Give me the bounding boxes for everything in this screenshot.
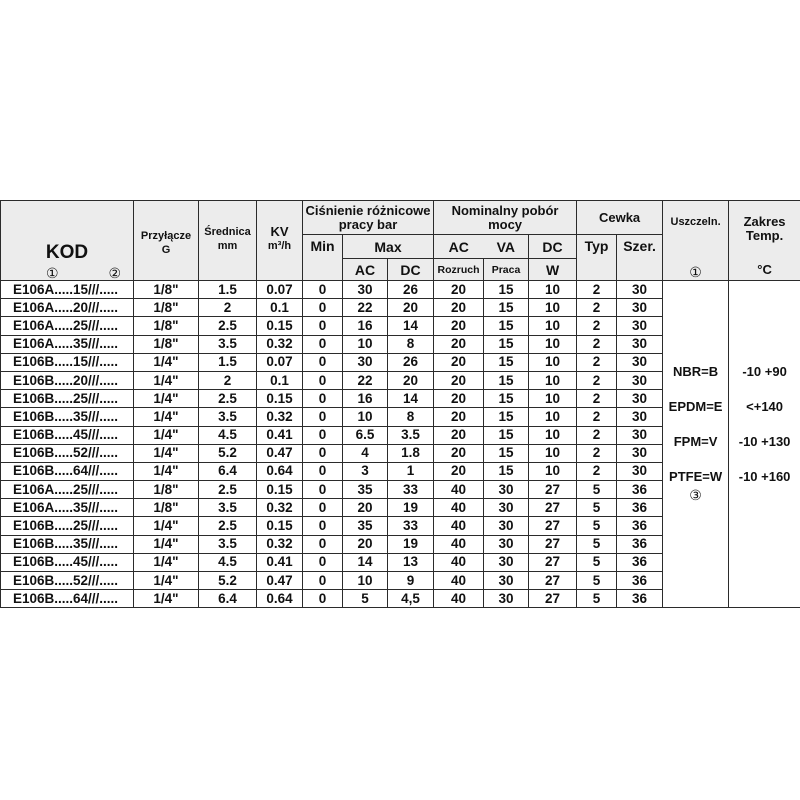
cell-va-praca: 15 bbox=[484, 444, 529, 462]
cell-va-praca: 30 bbox=[484, 499, 529, 517]
cell-dc-w: 10 bbox=[529, 281, 577, 299]
kv-unit: m³/h bbox=[267, 240, 292, 252]
cell-ac-rozruch: 20 bbox=[434, 444, 484, 462]
cell-code: E106B.....15///..... bbox=[1, 353, 134, 371]
cell-dc-w: 27 bbox=[529, 499, 577, 517]
cell-kv: 0.1 bbox=[257, 371, 303, 389]
cell-max-ac: 5 bbox=[343, 590, 388, 608]
cell-dc-w: 10 bbox=[529, 444, 577, 462]
cell-max-dc: 8 bbox=[388, 335, 434, 353]
cell-max-dc: 13 bbox=[388, 553, 434, 571]
pobor-sub: mocy bbox=[488, 216, 523, 232]
header-va: VA bbox=[484, 235, 529, 259]
cell-kv: 0.41 bbox=[257, 553, 303, 571]
cell-code: E106B.....64///..... bbox=[1, 462, 134, 480]
cell-typ: 2 bbox=[577, 281, 617, 299]
cell-dc-w: 10 bbox=[529, 317, 577, 335]
cell-typ: 5 bbox=[577, 572, 617, 590]
cell-szer: 30 bbox=[617, 426, 663, 444]
cell-code: E106A.....20///..... bbox=[1, 299, 134, 317]
cell-min: 0 bbox=[303, 535, 343, 553]
footnote-1-mark: ① bbox=[46, 265, 59, 281]
cell-dc-w: 27 bbox=[529, 553, 577, 571]
header-szer: Szer. bbox=[617, 235, 663, 281]
header-max: Max bbox=[343, 235, 434, 259]
header-pobor-mocy bbox=[434, 201, 577, 235]
cell-typ: 5 bbox=[577, 499, 617, 517]
cell-typ: 5 bbox=[577, 517, 617, 535]
cell-max-dc: 4,5 bbox=[388, 590, 434, 608]
cell-max-dc: 14 bbox=[388, 390, 434, 408]
cell-va-praca: 15 bbox=[484, 371, 529, 389]
cell-min: 0 bbox=[303, 517, 343, 535]
cell-srednica: 4.5 bbox=[199, 426, 257, 444]
cell-szer: 30 bbox=[617, 335, 663, 353]
cell-kv: 0.07 bbox=[257, 281, 303, 299]
cell-kv: 0.15 bbox=[257, 317, 303, 335]
cell-srednica: 3.5 bbox=[199, 535, 257, 553]
cell-szer: 36 bbox=[617, 535, 663, 553]
cell-szer: 30 bbox=[617, 353, 663, 371]
cell-code: E106B.....35///..... bbox=[1, 535, 134, 553]
cell-code: E106B.....52///..... bbox=[1, 572, 134, 590]
cell-max-dc: 20 bbox=[388, 299, 434, 317]
cell-va-praca: 15 bbox=[484, 317, 529, 335]
cell-ac-rozruch: 40 bbox=[434, 553, 484, 571]
srednica-label: Średnica bbox=[204, 226, 251, 238]
cell-max-ac: 20 bbox=[343, 535, 388, 553]
cell-va-praca: 30 bbox=[484, 517, 529, 535]
cell-va-praca: 30 bbox=[484, 535, 529, 553]
cell-przylacze: 1/4" bbox=[134, 353, 199, 371]
cell-kv: 0.32 bbox=[257, 408, 303, 426]
cell-ac-rozruch: 20 bbox=[434, 353, 484, 371]
header-uszczeln bbox=[663, 201, 729, 281]
kv-label: KV bbox=[270, 224, 289, 239]
cell-va-praca: 15 bbox=[484, 299, 529, 317]
cell-max-dc: 26 bbox=[388, 281, 434, 299]
cisnienie-label: Ciśnienie różnicowe bbox=[305, 202, 431, 218]
cell-min: 0 bbox=[303, 462, 343, 480]
cell-kv: 0.15 bbox=[257, 390, 303, 408]
cell-przylacze: 1/4" bbox=[134, 572, 199, 590]
cell-max-ac: 16 bbox=[343, 390, 388, 408]
table-row bbox=[1, 281, 800, 299]
header-dc: DC bbox=[529, 235, 577, 259]
cell-code: E106B.....64///..... bbox=[1, 590, 134, 608]
cell-typ: 5 bbox=[577, 535, 617, 553]
cell-max-dc: 1.8 bbox=[388, 444, 434, 462]
cell-przylacze: 1/4" bbox=[134, 408, 199, 426]
cell-min: 0 bbox=[303, 481, 343, 499]
cell-szer: 30 bbox=[617, 281, 663, 299]
cell-min: 0 bbox=[303, 371, 343, 389]
cell-va-praca: 15 bbox=[484, 281, 529, 299]
cell-kv: 0.15 bbox=[257, 517, 303, 535]
seal-footnote-mark: ③ bbox=[689, 487, 702, 503]
cell-szer: 30 bbox=[617, 462, 663, 480]
cell-max-ac: 3 bbox=[343, 462, 388, 480]
cell-code: E106A.....15///..... bbox=[1, 281, 134, 299]
cell-kv: 0.32 bbox=[257, 535, 303, 553]
cell-przylacze: 1/4" bbox=[134, 371, 199, 389]
cell-srednica: 4.5 bbox=[199, 553, 257, 571]
cell-szer: 30 bbox=[617, 371, 663, 389]
cell-przylacze: 1/4" bbox=[134, 553, 199, 571]
cell-srednica: 1.5 bbox=[199, 281, 257, 299]
cell-max-ac: 16 bbox=[343, 317, 388, 335]
cell-srednica: 2 bbox=[199, 299, 257, 317]
header-max-ac: AC bbox=[343, 259, 388, 281]
cell-przylacze: 1/8" bbox=[134, 299, 199, 317]
cell-max-ac: 30 bbox=[343, 353, 388, 371]
cisnienie-sub: pracy bar bbox=[338, 216, 398, 232]
cell-przylacze: 1/8" bbox=[134, 281, 199, 299]
cell-ac-rozruch: 40 bbox=[434, 572, 484, 590]
footnote-2-mark: ② bbox=[108, 265, 121, 281]
cell-dc-w: 10 bbox=[529, 408, 577, 426]
cell-ac-rozruch: 40 bbox=[434, 590, 484, 608]
cell-szer: 30 bbox=[617, 408, 663, 426]
seal-material: NBR=B bbox=[673, 364, 719, 379]
cell-typ: 2 bbox=[577, 353, 617, 371]
cell-ac-rozruch: 20 bbox=[434, 462, 484, 480]
cell-srednica: 3.5 bbox=[199, 335, 257, 353]
cell-va-praca: 15 bbox=[484, 426, 529, 444]
header-kod bbox=[1, 201, 134, 281]
cell-kv: 0.41 bbox=[257, 426, 303, 444]
cell-typ: 5 bbox=[577, 590, 617, 608]
cell-ac-rozruch: 20 bbox=[434, 390, 484, 408]
cell-srednica: 1.5 bbox=[199, 353, 257, 371]
cell-code: E106A.....35///..... bbox=[1, 499, 134, 517]
cell-kv: 0.47 bbox=[257, 572, 303, 590]
cell-ac-rozruch: 20 bbox=[434, 317, 484, 335]
cell-code: E106B.....52///..... bbox=[1, 444, 134, 462]
cell-typ: 2 bbox=[577, 462, 617, 480]
uszczeln-footnote-mark: ① bbox=[689, 264, 702, 280]
cell-max-ac: 22 bbox=[343, 371, 388, 389]
cell-przylacze: 1/4" bbox=[134, 426, 199, 444]
cell-max-ac: 10 bbox=[343, 335, 388, 353]
cell-dc-w: 10 bbox=[529, 371, 577, 389]
cell-przylacze: 1/4" bbox=[134, 390, 199, 408]
cell-srednica: 2.5 bbox=[199, 317, 257, 335]
cell-typ: 2 bbox=[577, 299, 617, 317]
cell-ac-rozruch: 20 bbox=[434, 371, 484, 389]
zakres-label: Zakres bbox=[743, 214, 786, 229]
cell-code: E106A.....35///..... bbox=[1, 335, 134, 353]
cell-va-praca: 30 bbox=[484, 553, 529, 571]
cell-va-praca: 15 bbox=[484, 390, 529, 408]
srednica-unit: mm bbox=[217, 240, 238, 252]
cell-szer: 30 bbox=[617, 444, 663, 462]
cell-code: E106B.....20///..... bbox=[1, 371, 134, 389]
cell-szer: 36 bbox=[617, 481, 663, 499]
cell-va-praca: 15 bbox=[484, 353, 529, 371]
cell-va-praca: 15 bbox=[484, 462, 529, 480]
cell-typ: 2 bbox=[577, 408, 617, 426]
cell-typ: 2 bbox=[577, 444, 617, 462]
cell-min: 0 bbox=[303, 390, 343, 408]
cell-typ: 2 bbox=[577, 371, 617, 389]
cell-va-praca: 15 bbox=[484, 335, 529, 353]
header-srednica bbox=[199, 201, 257, 281]
cell-max-ac: 20 bbox=[343, 499, 388, 517]
cell-srednica: 2 bbox=[199, 371, 257, 389]
cell-dc-w: 10 bbox=[529, 426, 577, 444]
cell-max-dc: 14 bbox=[388, 317, 434, 335]
cell-min: 0 bbox=[303, 590, 343, 608]
cell-szer: 36 bbox=[617, 499, 663, 517]
cell-srednica: 3.5 bbox=[199, 499, 257, 517]
zakres-unit: °C bbox=[757, 262, 772, 277]
cell-max-dc: 3.5 bbox=[388, 426, 434, 444]
header-kv bbox=[257, 201, 303, 281]
cell-min: 0 bbox=[303, 553, 343, 571]
cell-code: E106A.....25///..... bbox=[1, 317, 134, 335]
cell-szer: 30 bbox=[617, 317, 663, 335]
cell-kv: 0.32 bbox=[257, 335, 303, 353]
cell-ac-rozruch: 40 bbox=[434, 481, 484, 499]
cell-ac-rozruch: 20 bbox=[434, 335, 484, 353]
cell-kv: 0.64 bbox=[257, 462, 303, 480]
cell-max-ac: 4 bbox=[343, 444, 388, 462]
cell-srednica: 5.2 bbox=[199, 444, 257, 462]
cell-przylacze: 1/8" bbox=[134, 335, 199, 353]
cell-max-ac: 30 bbox=[343, 281, 388, 299]
cell-max-dc: 20 bbox=[388, 371, 434, 389]
cell-code: E106B.....25///..... bbox=[1, 517, 134, 535]
cell-szer: 36 bbox=[617, 590, 663, 608]
cell-max-ac: 10 bbox=[343, 572, 388, 590]
cell-srednica: 2.5 bbox=[199, 517, 257, 535]
cell-va-praca: 30 bbox=[484, 572, 529, 590]
cell-srednica: 2.5 bbox=[199, 481, 257, 499]
cell-max-dc: 8 bbox=[388, 408, 434, 426]
cell-va-praca: 30 bbox=[484, 590, 529, 608]
cell-przylacze: 1/8" bbox=[134, 499, 199, 517]
cell-srednica: 5.2 bbox=[199, 572, 257, 590]
cell-przylacze: 1/4" bbox=[134, 590, 199, 608]
header-praca: Praca bbox=[484, 259, 529, 281]
cell-dc-w: 10 bbox=[529, 335, 577, 353]
cell-ac-rozruch: 20 bbox=[434, 426, 484, 444]
cell-przylacze: 1/4" bbox=[134, 535, 199, 553]
temp-range: -10 +160 bbox=[738, 469, 791, 484]
cell-kv: 0.07 bbox=[257, 353, 303, 371]
cell-min: 0 bbox=[303, 335, 343, 353]
cell-szer: 36 bbox=[617, 572, 663, 590]
seal-material: EPDM=E bbox=[668, 399, 723, 414]
seal-material: FPM=V bbox=[673, 434, 718, 449]
cell-kv: 0.64 bbox=[257, 590, 303, 608]
cell-ac-rozruch: 20 bbox=[434, 281, 484, 299]
table-header bbox=[1, 201, 800, 281]
cell-max-dc: 9 bbox=[388, 572, 434, 590]
cell-dc-w: 27 bbox=[529, 517, 577, 535]
cell-przylacze: 1/4" bbox=[134, 462, 199, 480]
cell-min: 0 bbox=[303, 408, 343, 426]
specification-table bbox=[0, 200, 800, 608]
cell-min: 0 bbox=[303, 499, 343, 517]
cell-srednica: 2.5 bbox=[199, 390, 257, 408]
cell-kv: 0.15 bbox=[257, 481, 303, 499]
cell-typ: 2 bbox=[577, 390, 617, 408]
cell-code: E106A.....25///..... bbox=[1, 481, 134, 499]
cell-min: 0 bbox=[303, 317, 343, 335]
cell-szer: 30 bbox=[617, 299, 663, 317]
seal-materials-cell bbox=[663, 281, 729, 608]
cell-max-dc: 19 bbox=[388, 535, 434, 553]
cell-min: 0 bbox=[303, 444, 343, 462]
header-w: W bbox=[529, 259, 577, 281]
header-cewka: Cewka bbox=[577, 201, 663, 235]
cell-typ: 2 bbox=[577, 426, 617, 444]
header-ac: AC bbox=[434, 235, 484, 259]
cell-przylacze: 1/4" bbox=[134, 444, 199, 462]
cell-max-dc: 26 bbox=[388, 353, 434, 371]
cell-szer: 36 bbox=[617, 553, 663, 571]
temp-range: -10 +90 bbox=[742, 364, 787, 379]
cell-max-ac: 35 bbox=[343, 517, 388, 535]
cell-max-dc: 1 bbox=[388, 462, 434, 480]
cell-dc-w: 27 bbox=[529, 535, 577, 553]
temp-range: <+140 bbox=[746, 399, 784, 414]
przylacze-unit: G bbox=[161, 244, 171, 256]
cell-code: E106B.....35///..... bbox=[1, 408, 134, 426]
header-przylacze bbox=[134, 201, 199, 281]
cell-min: 0 bbox=[303, 299, 343, 317]
cell-max-dc: 19 bbox=[388, 499, 434, 517]
cell-szer: 30 bbox=[617, 390, 663, 408]
cell-typ: 2 bbox=[577, 317, 617, 335]
cell-szer: 36 bbox=[617, 517, 663, 535]
cell-typ: 5 bbox=[577, 481, 617, 499]
kod-footnote-marks bbox=[1, 266, 133, 280]
cell-code: E106B.....45///..... bbox=[1, 426, 134, 444]
cell-ac-rozruch: 40 bbox=[434, 535, 484, 553]
header-min: Min bbox=[303, 235, 343, 281]
cell-min: 0 bbox=[303, 426, 343, 444]
cell-kv: 0.47 bbox=[257, 444, 303, 462]
przylacze-label: Przyłącze bbox=[140, 230, 192, 242]
cell-min: 0 bbox=[303, 281, 343, 299]
temp-range: -10 +130 bbox=[738, 434, 791, 449]
cell-dc-w: 10 bbox=[529, 462, 577, 480]
cell-min: 0 bbox=[303, 353, 343, 371]
cell-ac-rozruch: 40 bbox=[434, 517, 484, 535]
cell-srednica: 6.4 bbox=[199, 462, 257, 480]
cell-ac-rozruch: 40 bbox=[434, 499, 484, 517]
cell-max-ac: 35 bbox=[343, 481, 388, 499]
header-max-dc: DC bbox=[388, 259, 434, 281]
cell-srednica: 6.4 bbox=[199, 590, 257, 608]
cell-typ: 5 bbox=[577, 553, 617, 571]
cell-przylacze: 1/8" bbox=[134, 481, 199, 499]
pobor-label: Nominalny pobór bbox=[451, 202, 559, 218]
header-rozruch: Rozruch bbox=[434, 259, 484, 281]
cell-przylacze: 1/8" bbox=[134, 317, 199, 335]
cell-max-dc: 33 bbox=[388, 517, 434, 535]
cell-dc-w: 10 bbox=[529, 299, 577, 317]
cell-va-praca: 15 bbox=[484, 408, 529, 426]
zakres-sub: Temp. bbox=[745, 228, 784, 243]
cell-code: E106B.....45///..... bbox=[1, 553, 134, 571]
cell-max-dc: 33 bbox=[388, 481, 434, 499]
seal-material: PTFE=W ③ bbox=[663, 468, 728, 503]
header-cisnienie bbox=[303, 201, 434, 235]
cell-przylacze: 1/4" bbox=[134, 517, 199, 535]
temp-range-cell bbox=[729, 281, 800, 608]
cell-typ: 2 bbox=[577, 335, 617, 353]
cell-max-ac: 10 bbox=[343, 408, 388, 426]
cell-kv: 0.32 bbox=[257, 499, 303, 517]
cell-dc-w: 27 bbox=[529, 572, 577, 590]
cell-dc-w: 10 bbox=[529, 353, 577, 371]
cell-dc-w: 27 bbox=[529, 590, 577, 608]
header-typ: Typ bbox=[577, 235, 617, 281]
cell-max-ac: 14 bbox=[343, 553, 388, 571]
header-zakres-temp bbox=[729, 201, 800, 281]
cell-ac-rozruch: 20 bbox=[434, 299, 484, 317]
kod-label: KOD bbox=[45, 242, 89, 263]
cell-kv: 0.1 bbox=[257, 299, 303, 317]
cell-code: E106B.....25///..... bbox=[1, 390, 134, 408]
cell-ac-rozruch: 20 bbox=[434, 408, 484, 426]
table-body bbox=[1, 281, 800, 608]
cell-va-praca: 30 bbox=[484, 481, 529, 499]
cell-max-ac: 22 bbox=[343, 299, 388, 317]
cell-srednica: 3.5 bbox=[199, 408, 257, 426]
uszczeln-label: Uszczeln. bbox=[670, 216, 721, 228]
cell-min: 0 bbox=[303, 572, 343, 590]
cell-dc-w: 27 bbox=[529, 481, 577, 499]
cell-dc-w: 10 bbox=[529, 390, 577, 408]
cell-max-ac: 6.5 bbox=[343, 426, 388, 444]
